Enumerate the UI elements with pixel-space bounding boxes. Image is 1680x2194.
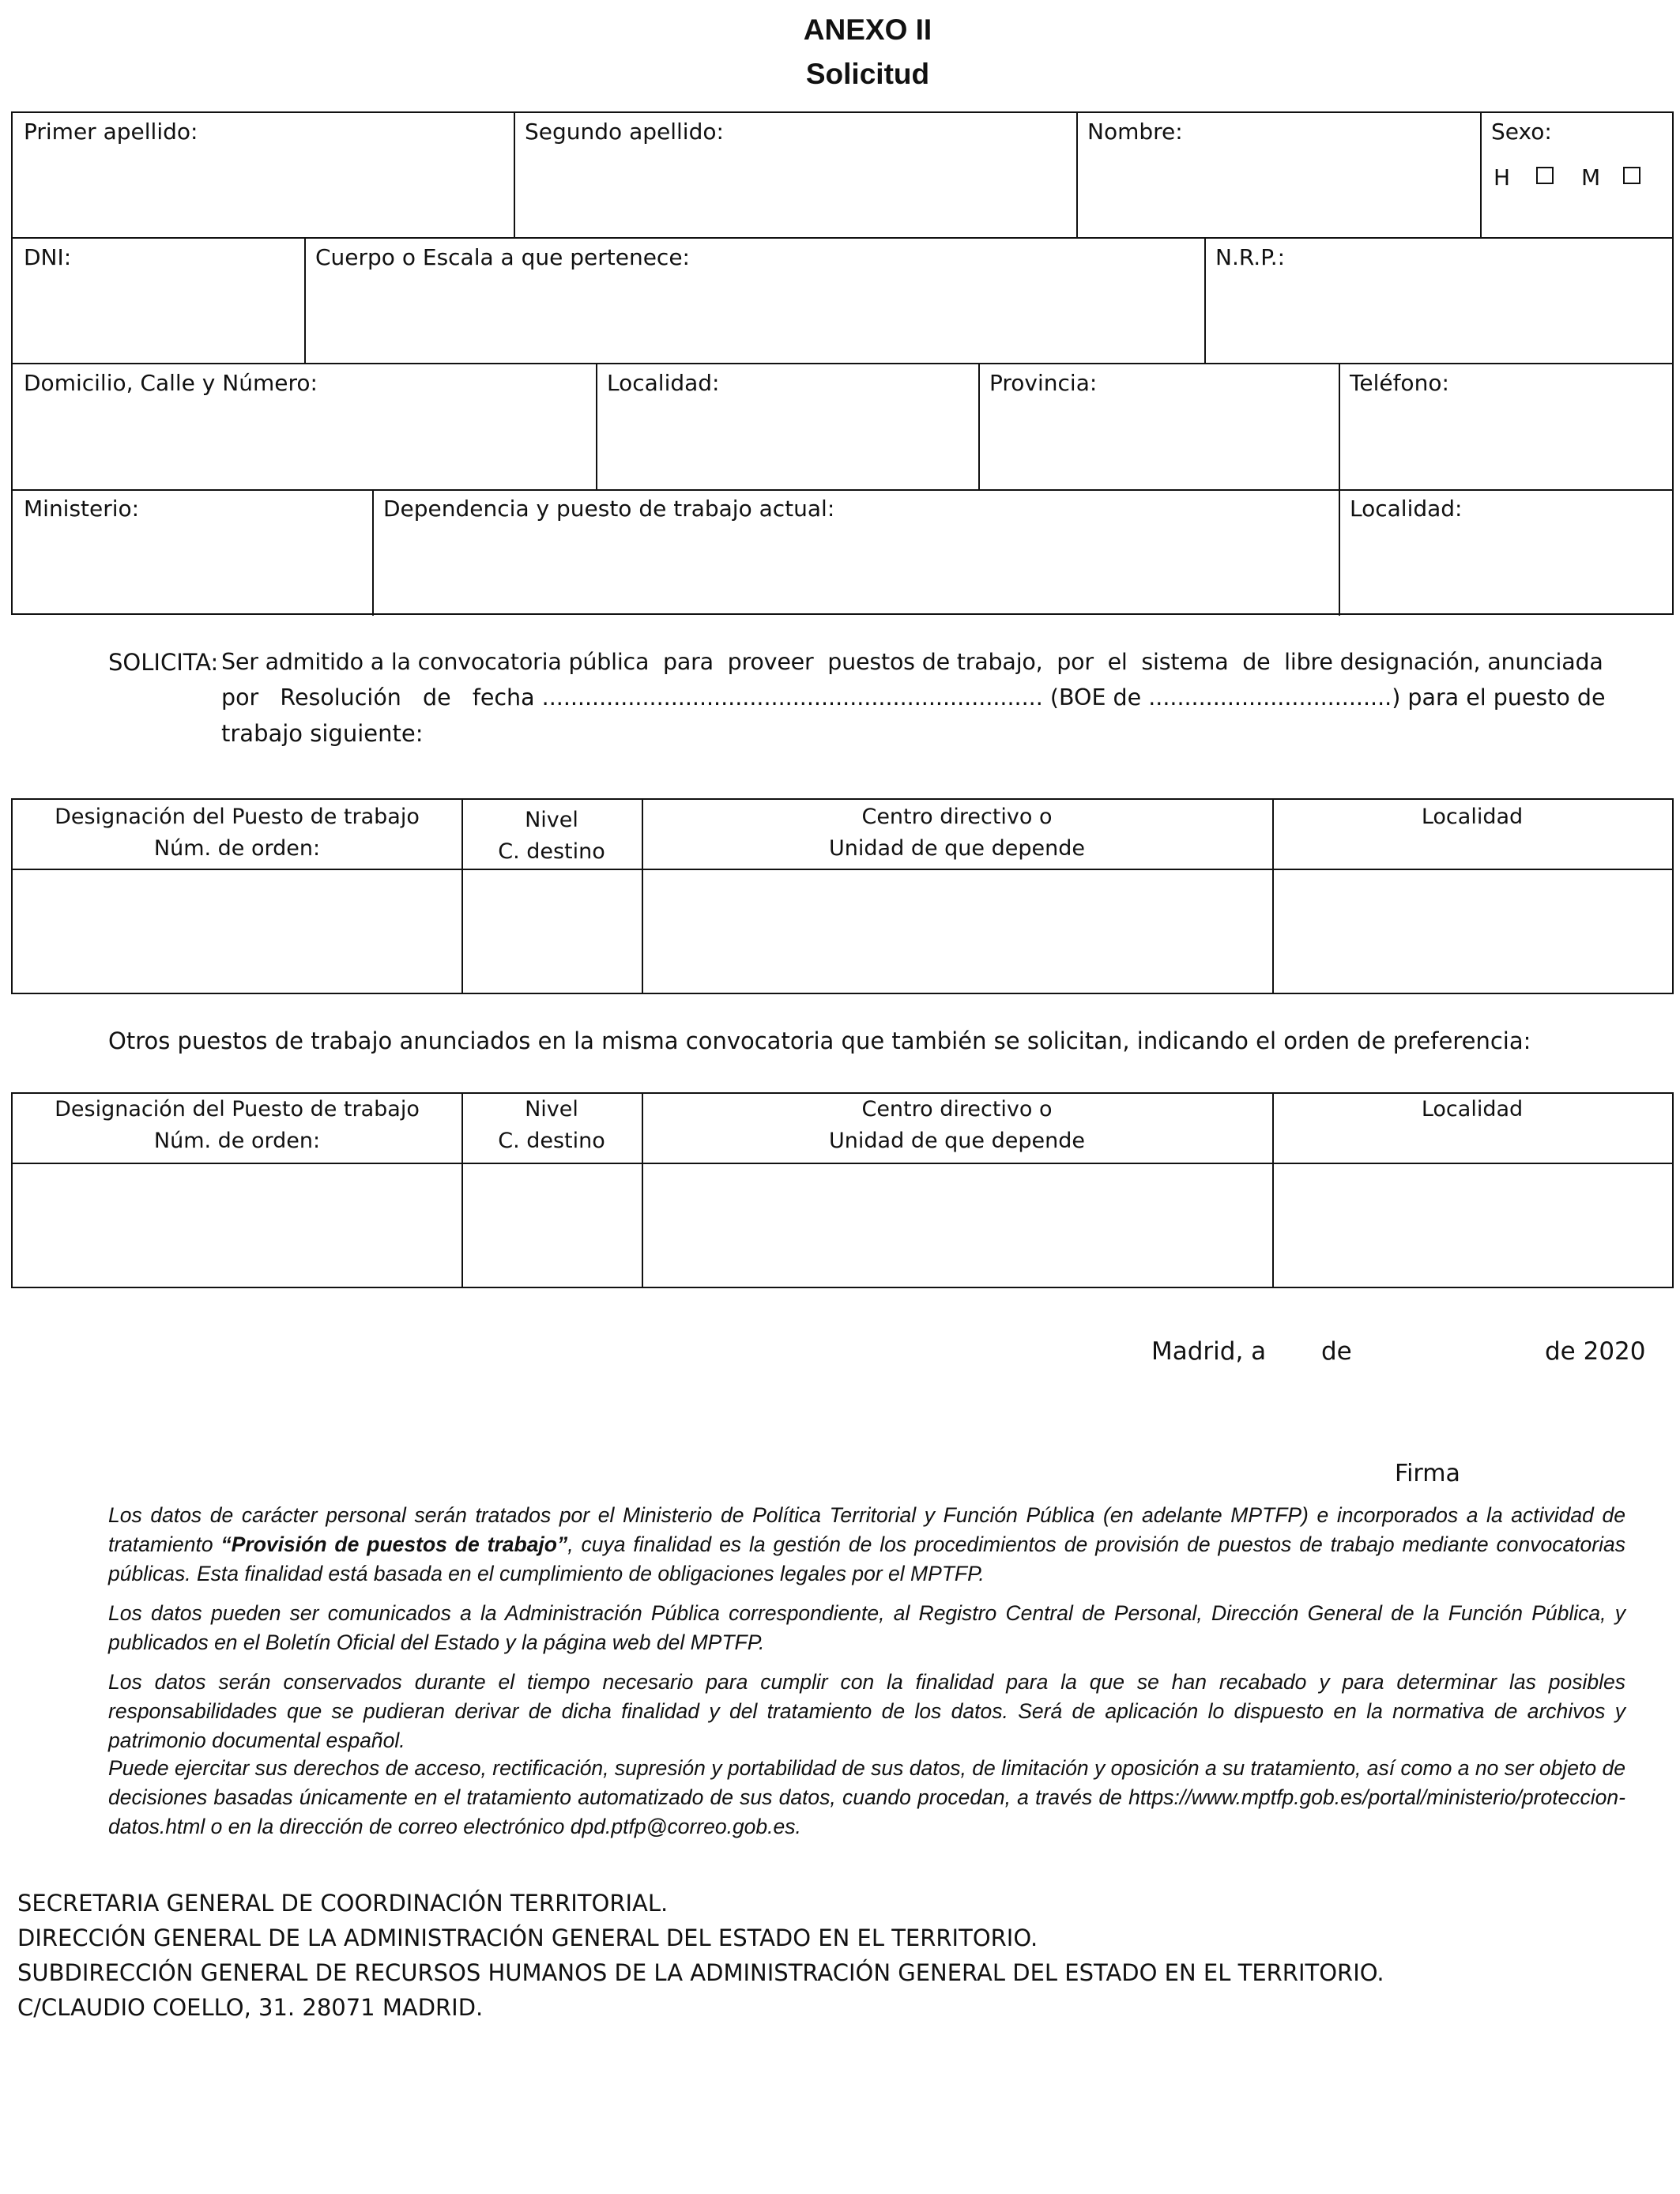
sexo-label: Sexo:: [1491, 119, 1552, 145]
nivel-header: [461, 805, 642, 868]
col-divider: [1204, 237, 1206, 363]
puesto-table: [11, 798, 1674, 994]
localidad-header: [1272, 801, 1672, 833]
designacion-header-line1: Designación del Puesto de trabajo: [55, 1097, 420, 1122]
date-de-label: de: [1321, 1337, 1352, 1366]
sex-h-checkbox[interactable]: [1536, 167, 1554, 184]
solicita-line-1: Ser admitido a la convocatoria pública para proveer puestos de trabajo, por el sistema de libre designación, anunciada: [221, 649, 1603, 675]
designacion-header-line2: Núm. de orden:: [153, 1129, 321, 1153]
primer-apellido-field[interactable]: Primer apellido:: [24, 119, 198, 145]
col-divider: [1480, 113, 1482, 237]
nrp-field[interactable]: N.R.P.:: [1215, 244, 1286, 270]
nivel-header-line1: Nivel: [525, 1097, 578, 1122]
centro-header-line2: Unidad de que depende: [829, 1129, 1085, 1153]
cuerpo-escala-field[interactable]: Cuerpo o Escala a que pertenece:: [315, 244, 690, 270]
dependencia-puesto-field[interactable]: Dependencia y puesto de trabajo actual:: [383, 496, 835, 522]
footer-line-1: SECRETARIA GENERAL DE COORDINACIÓN TERRITORIAL.: [17, 1890, 669, 1917]
sex-option-h-label: H: [1494, 164, 1511, 190]
legal-p1-bold: “Provisión de puestos de trabajo”: [220, 1532, 568, 1556]
firma-label: Firma: [1395, 1460, 1460, 1487]
legal-paragraph-4: Puede ejercitar sus derechos de acceso, rectificación, supresión y portabilidad de sus datos, de limitación y oposición a su tratamiento, así como a no ser objeto de decisiones basadas únicamente en el tratamiento automatizado de sus datos, cuando procedan, a través de https://www.mptfp.gob.es/portal/ministerio/proteccion-datos.html o en la dirección de correo electrónico dpd.ptfp@correo.gob.es.: [108, 1756, 1625, 1838]
centro-header-line2: Unidad de que depende: [829, 836, 1085, 861]
solicita-line-2: por Resolución de fecha ...................................................................... (BOE de ..................................) para el puesto de: [221, 684, 1606, 711]
nivel-header-line2: C. destino: [498, 1129, 605, 1153]
legal-paragraph-1: [108, 1501, 1625, 1589]
localidad-header-text: Localidad: [1421, 1097, 1524, 1122]
row-divider: [13, 237, 1672, 239]
solicita-label: SOLICITA:: [108, 649, 219, 676]
legal-p1-end: , cuya finalidad es la gestión de los procedimientos de provisión de puestos de trabajo mediante convocatorias públicas. Esta finalidad está basada en el cumplimiento de obligaciones legales por el MPTFP.: [108, 1532, 1625, 1585]
domicilio-field[interactable]: Domicilio, Calle y Número:: [24, 370, 318, 396]
otros-puestos-table: [11, 1092, 1674, 1288]
col-divider: [978, 363, 980, 489]
segundo-apellido-field[interactable]: Segundo apellido:: [525, 119, 724, 145]
footer-address: [17, 1886, 1384, 2025]
centro-header: [642, 1094, 1272, 1157]
centro-header: [642, 801, 1272, 865]
otros-puestos-text: Otros puestos de trabajo anunciados en la misma convocatoria que también se solicitan, indicando el orden de preferencia:: [108, 1027, 1531, 1054]
col-divider: [596, 363, 597, 489]
nivel-header-line1: Nivel: [525, 808, 578, 832]
col-divider: [1076, 113, 1078, 237]
localidad-header-text: Localidad: [1421, 805, 1524, 829]
col-divider: [1339, 363, 1340, 489]
legal-paragraph-3: Los datos serán conservados durante el tiempo necesario para cumplir con la finalidad para la que se han recabado y para determinar las posibles responsabilidades que se pudieran derivar de dicha finalidad y del tratamiento de los datos. Será de aplicación lo dispuesto en la normativa de archivos y patrimonio documental español.: [108, 1670, 1625, 1752]
col-divider: [372, 489, 374, 616]
header-divider: [13, 1163, 1672, 1164]
provincia-field[interactable]: Provincia:: [989, 370, 1098, 396]
footer-line-3: SUBDIRECCIÓN GENERAL DE RECURSOS HUMANOS DE LA ADMINISTRACIÓN GENERAL DEL ESTADO EN EL TERRITORIO.: [17, 1959, 1384, 1986]
col-divider: [514, 113, 515, 237]
sex-option-m-label: M: [1581, 164, 1601, 190]
annex-title: ANEXO II: [803, 13, 932, 46]
sex-m-checkbox[interactable]: [1623, 167, 1640, 184]
form-subtitle: Solicitud: [805, 58, 930, 90]
telefono-field[interactable]: Teléfono:: [1350, 370, 1449, 396]
legal-p1-start: Los datos de carácter personal serán tratados por el Ministerio de Política Territorial y Función Pública (en adelante MPTFP) e incorporados a la actividad de tratamiento: [108, 1503, 1625, 1556]
designacion-header: [13, 1094, 461, 1157]
designacion-header-line1: Designación del Puesto de trabajo: [55, 805, 420, 829]
nivel-header: [461, 1094, 642, 1157]
col-divider: [304, 237, 306, 363]
dni-field[interactable]: DNI:: [24, 244, 72, 270]
madrid-date-label: Madrid, a: [1151, 1337, 1267, 1366]
legal-paragraph-2: Los datos pueden ser comunicados a la Administración Pública correspondiente, al Registro Central de Personal, Dirección General de la Función Pública, y publicados en el Boletín Oficial del Estado y la página web del MPTFP.: [108, 1601, 1625, 1654]
footer-line-2: DIRECCIÓN GENERAL DE LA ADMINISTRACIÓN GENERAL DEL ESTADO EN EL TERRITORIO.: [17, 1924, 1038, 1951]
ministerio-field[interactable]: Ministerio:: [24, 496, 140, 522]
designacion-header-line2: Núm. de orden:: [153, 836, 321, 861]
nombre-field[interactable]: Nombre:: [1087, 119, 1183, 145]
localidad-actual-field[interactable]: Localidad:: [1350, 496, 1463, 522]
centro-header-line1: Centro directivo o: [861, 805, 1053, 829]
footer-line-4: C/CLAUDIO COELLO, 31. 28071 MADRID.: [17, 1994, 484, 2021]
localidad-field[interactable]: Localidad:: [607, 370, 720, 396]
date-year-label: de 2020: [1545, 1337, 1646, 1366]
row-divider: [13, 489, 1672, 491]
solicita-line-3: trabajo siguiente:: [221, 720, 424, 747]
nivel-header-line2: C. destino: [498, 839, 605, 864]
row-divider: [13, 363, 1672, 364]
header-divider: [13, 869, 1672, 870]
centro-header-line1: Centro directivo o: [861, 1097, 1053, 1122]
designacion-header: [13, 801, 461, 865]
col-divider: [1339, 489, 1340, 616]
localidad-header: [1272, 1094, 1672, 1125]
personal-data-form: [11, 111, 1674, 615]
